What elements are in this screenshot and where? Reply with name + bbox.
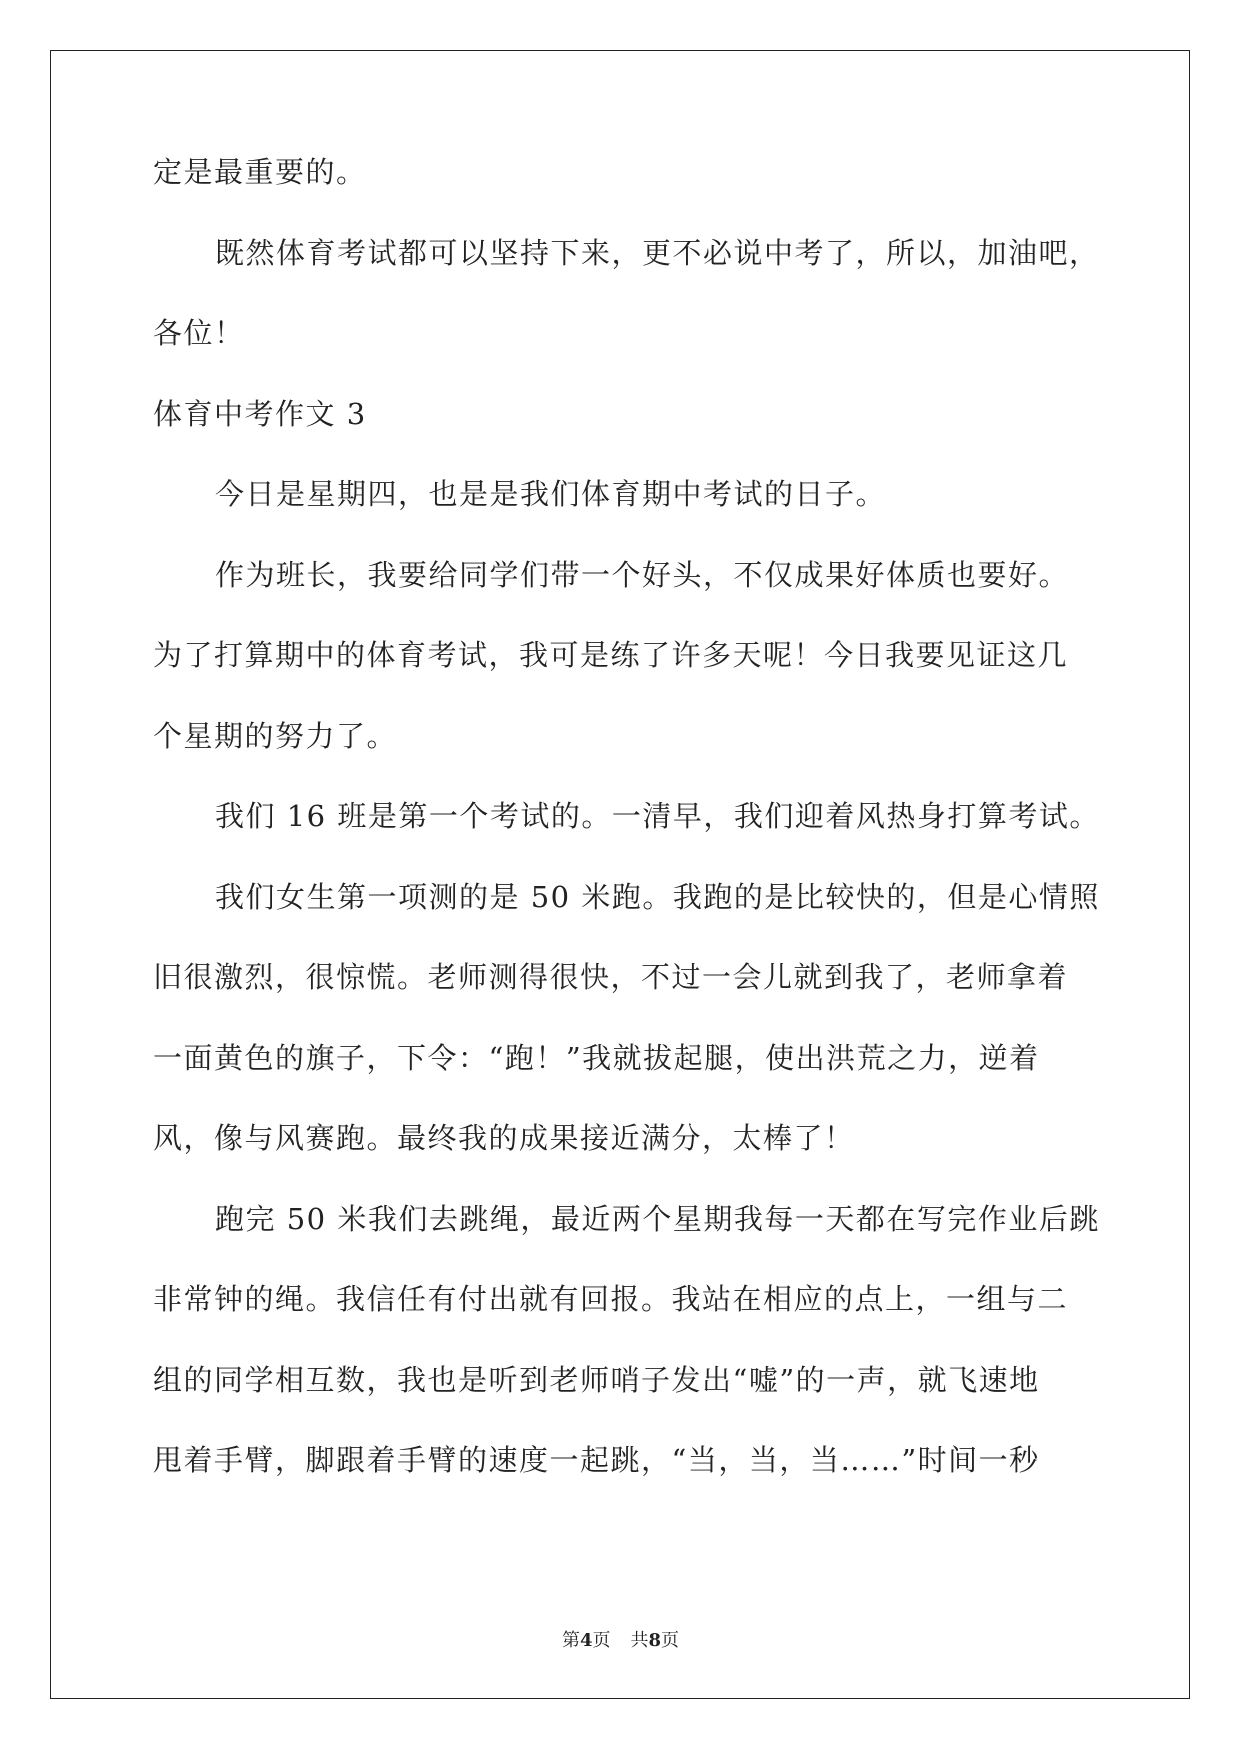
page-number-total: 8: [648, 1630, 662, 1651]
text-line: 组的同学相互数，我也是听到老师哨子发出“嘘”的一声，就飞速地: [153, 1362, 1040, 1397]
page-total-suffix: 页: [661, 1630, 680, 1651]
text-line: 个星期的努力了。: [153, 718, 398, 753]
page-number-current: 4: [579, 1630, 593, 1651]
text-line: 我们 16 班是第一个考试的。一清早，我们迎着风热身打算考试。: [215, 799, 1100, 833]
text-line: 跑完 50 米我们去跳绳，最近两个星期我每一天都在写完作业后跳: [215, 1201, 1100, 1236]
page-number-prefix: 第: [561, 1630, 580, 1651]
text-line: 非常钟的绳。我信任有付出就有回报。我站在相应的点上，一组与二: [153, 1282, 1069, 1316]
text-line: 为了打算期中的体育考试，我可是练了许多天呢！今日我要见证这几: [153, 638, 1069, 672]
page-number-suffix: 页: [592, 1630, 611, 1651]
text-line: 作为班长，我要给同学们带一个好头，不仅成果好体质也要好。: [215, 557, 1070, 592]
text-line: 既然体育考试都可以坚持下来，更不必说中考了，所以，加油吧，: [215, 235, 1100, 270]
document-body: [153, 152, 1100, 1521]
text-line: 风，像与风赛跑。最终我的成果接近满分，太棒了！: [153, 1121, 855, 1155]
page-total-prefix: 共: [630, 1630, 649, 1651]
text-line: 各位！: [153, 316, 245, 350]
text-line: 甩着手臂，脚跟着手臂的速度一起跳，“当，当，当……”时间一秒: [153, 1443, 1040, 1477]
text-line: 我们女生第一项测的是 50 米跑。我跑的是比较快的，但是心情照: [215, 879, 1100, 914]
text-line: 旧很激烈，很惊慌。老师测得很快，不过一会儿就到我了，老师拿着: [153, 960, 1069, 994]
text-line: 定是最重要的。: [153, 155, 367, 189]
text-line: 一面黄色的旗子，下令：“跑！”我就拔起腿，使出洪荒之力，逆着: [153, 1040, 1040, 1075]
page-footer: [0, 1626, 1241, 1652]
text-line: 今日是星期四，也是是我们体育期中考试的日子。: [215, 477, 887, 511]
section-heading: 体育中考作文 3: [153, 396, 367, 431]
